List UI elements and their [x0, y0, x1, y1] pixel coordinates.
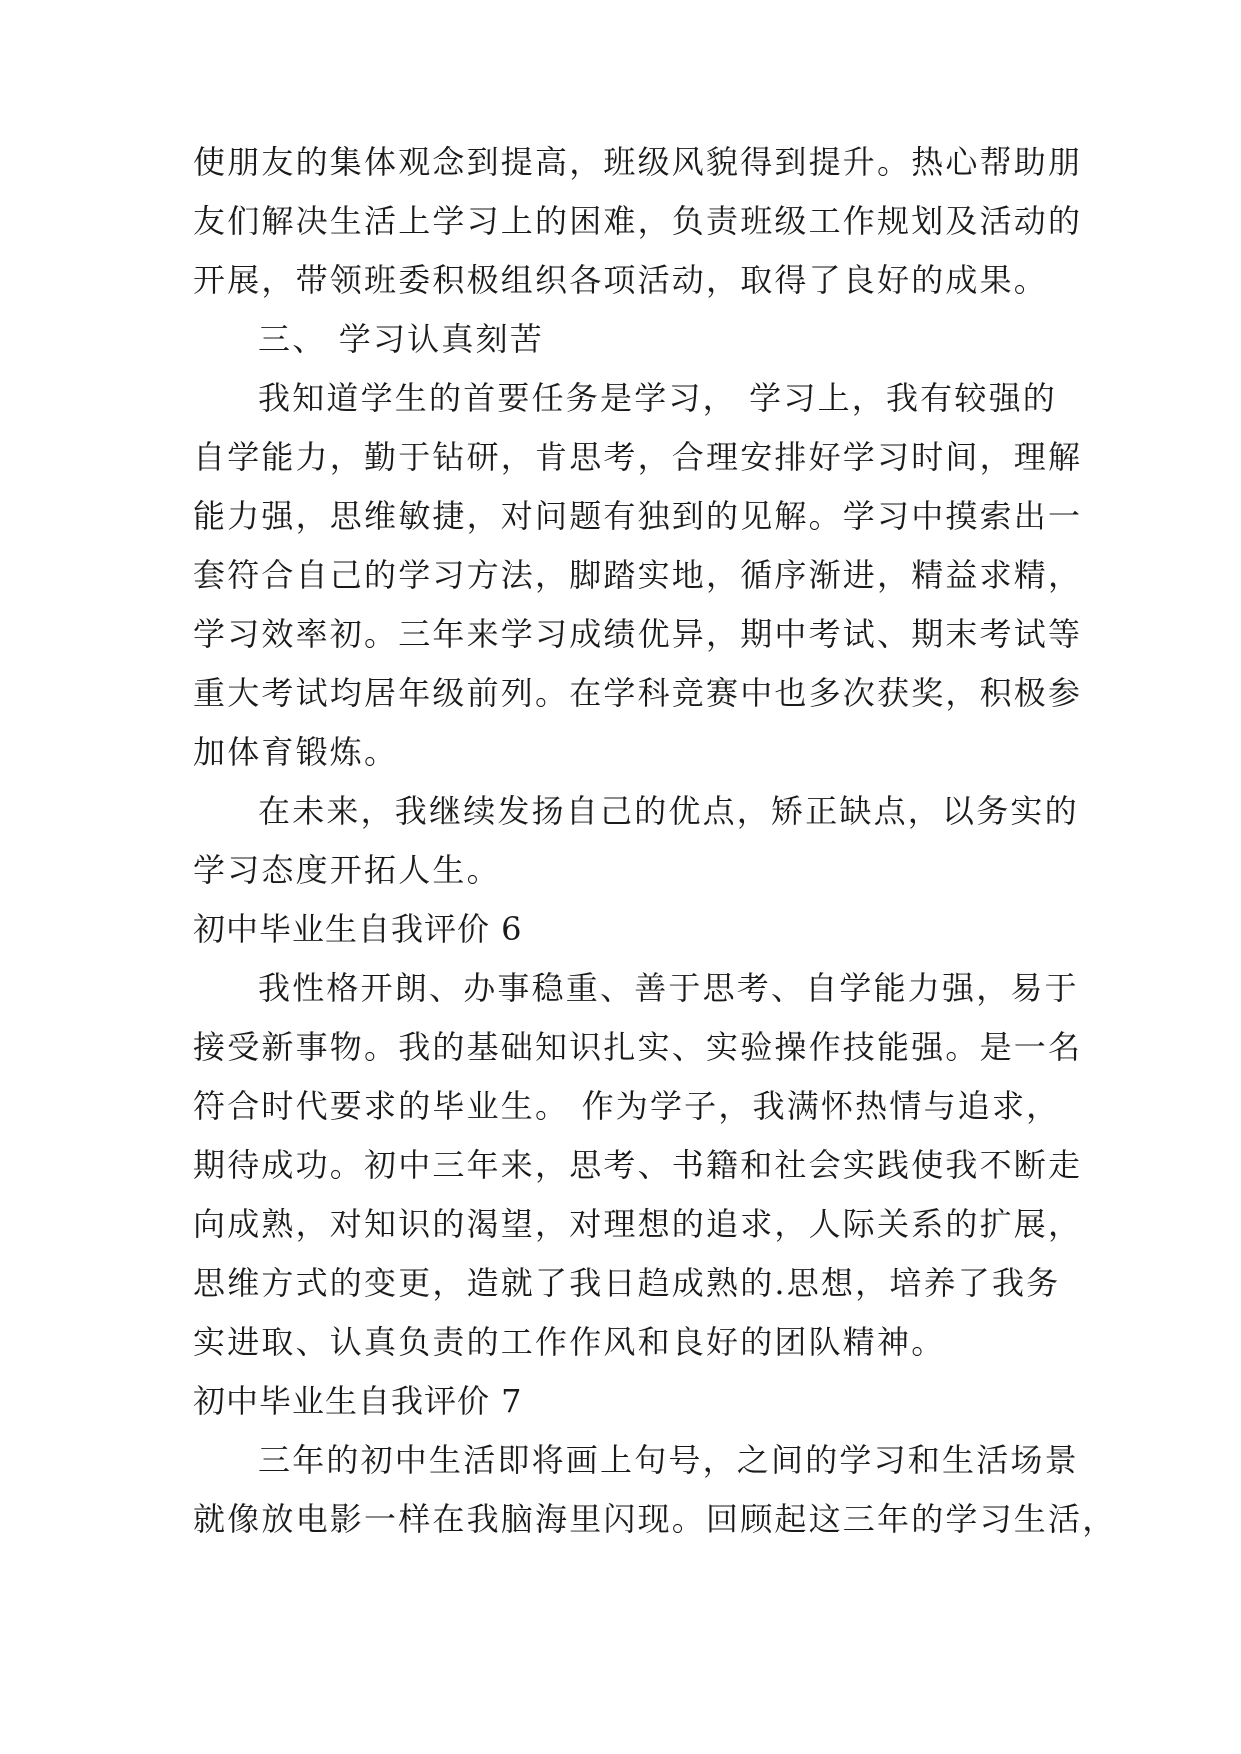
paragraph-line: 学习态度开拓人生。 — [193, 851, 501, 889]
paragraph-line: 能力强，思维敏捷，对问题有独到的见解。学习中摸索出一 — [193, 497, 1083, 535]
paragraph-line: 重大考试均居年级前列。在学科竞赛中也多次获奖，积极参 — [193, 674, 1083, 712]
paragraph-line: 实进取、认真负责的工作作风和良好的团队精神。 — [193, 1323, 946, 1361]
paragraph-line: 自学能力，勤于钻研，肯思考，合理安排好学习时间，理解 — [193, 438, 1083, 476]
paragraph-line: 开展，带领班委积极组织各项活动，取得了良好的成果。 — [193, 261, 1049, 299]
paragraph-line: 加体育锻炼。 — [193, 733, 399, 771]
paragraph-line: 思维方式的变更，造就了我日趋成熟的.思想，培养了我务 — [193, 1264, 1061, 1302]
paragraph-line: 三年的初中生活即将画上句号，之间的学习和生活场景 — [258, 1441, 1079, 1479]
section-title: 初中毕业生自我评价 6 — [193, 910, 523, 948]
section-heading: 三、 学习认真刻苦 — [258, 320, 544, 358]
paragraph-line: 使朋友的集体观念到提高，班级风貌得到提升。热心帮助朋 — [193, 143, 1083, 181]
paragraph-line: 向成熟，对知识的渴望，对理想的追求，人际关系的扩展， — [193, 1205, 1083, 1243]
paragraph-line: 符合时代要求的毕业生。 作为学子，我满怀热情与追求， — [193, 1087, 1061, 1125]
paragraph-line: 我知道学生的首要任务是学习， 学习上，我有较强的 — [258, 379, 1057, 417]
paragraph-line: 套符合自己的学习方法，脚踏实地，循序渐进，精益求精， — [193, 556, 1083, 594]
paragraph-line: 期待成功。初中三年来，思考、书籍和社会实践使我不断走 — [193, 1146, 1083, 1184]
paragraph-line: 学习效率初。三年来学习成绩优异，期中考试、期末考试等 — [193, 615, 1083, 653]
paragraph-line: 我性格开朗、办事稳重、善于思考、自学能力强，易于 — [258, 969, 1079, 1007]
paragraph-line: 接受新事物。我的基础知识扎实、实验操作技能强。是一名 — [193, 1028, 1083, 1066]
paragraph-line: 在未来，我继续发扬自己的优点，矫正缺点，以务实的 — [258, 792, 1079, 830]
section-title: 初中毕业生自我评价 7 — [193, 1382, 523, 1420]
paragraph-line: 就像放电影一样在我脑海里闪现。回顾起这三年的学习生活， — [193, 1500, 1117, 1538]
paragraph-line: 友们解决生活上学习上的困难，负责班级工作规划及活动的 — [193, 202, 1083, 240]
